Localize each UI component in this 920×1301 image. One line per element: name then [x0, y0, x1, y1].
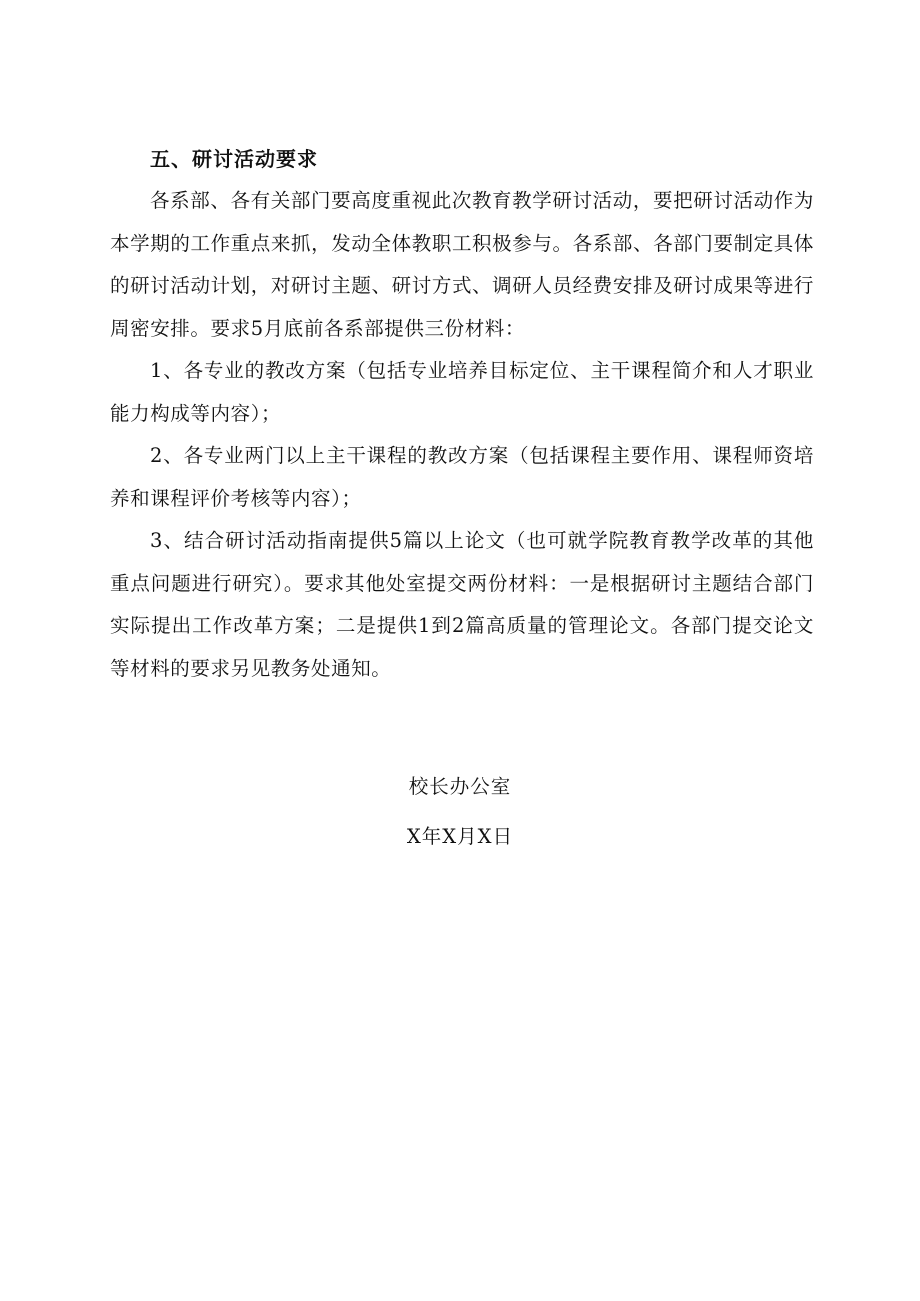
paragraph-item-2: 2、各专业两门以上主干课程的教改方案（包括课程主要作用、课程师资培养和课程评价考核等内容）；	[110, 444, 814, 510]
paragraph-item-1: 1、各专业的教改方案（包括专业培养目标定位、主干课程简介和人才职业能力构成等内容）；	[110, 359, 814, 425]
section-heading: 五、研讨活动要求	[150, 147, 318, 171]
signature-date: X年X月X日	[406, 825, 514, 848]
paragraph-item-3: 3、结合研讨活动指南提供5篇以上论文（也可就学院教育教学改革的其他重点问题进行研究）。要求其他处室提交两份材料：一是根据研讨主题结合部门实际提出工作改革方案；二是提供1到2篇高质量的管理论文。各部门提交论文等材料的要求另见教务处通知。	[110, 529, 814, 680]
document-body	[110, 138, 814, 690]
signature-office: 校长办公室	[408, 775, 512, 798]
paragraph-requirements: 各系部、各有关部门要高度重视此次教育教学研讨活动，要把研讨活动作为本学期的工作重点来抓，发动全体教职工积极参与。各系部、各部门要制定具体的研讨活动计划，对研讨主题、研讨方式、调研人员经费安排及研讨成果等进行周密安排。要求5月底前各系部提供三份材料：	[110, 189, 814, 340]
